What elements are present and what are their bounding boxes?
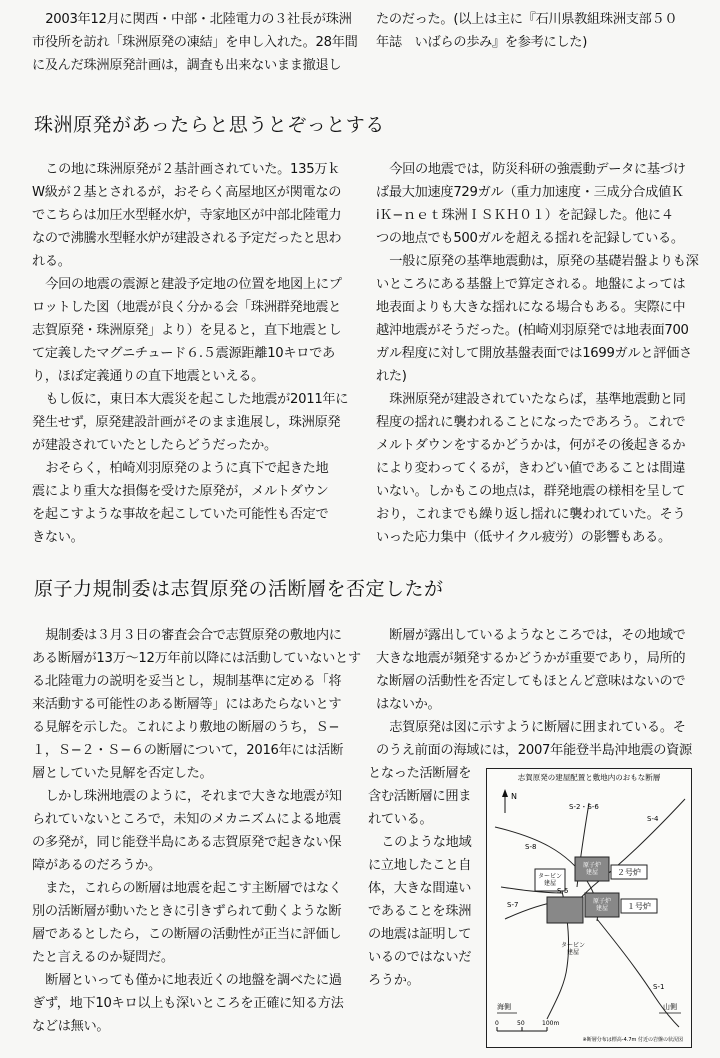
map-note: ※断層分布は標高-4.7m 付近の岩盤の状況図 (582, 1037, 683, 1043)
map-label-sea: 海側 (497, 1003, 511, 1011)
map-title: 志賀原発の建屋配置と敷地内のおもな断層 (517, 773, 661, 782)
section1-right-paragraph: 一般に原発の基準地震動は，原発の基礎岩盤よりも深 いところにある基盤上で算定される。地盤によっては 地表面よりも大きな揺れになる場合もある。実際に中 越沖地震がそうだった。(柏崎刈羽原発では地表面700 ガル程度に対して開放基盤表面では1699ガルと評価さ れた) (376, 254, 699, 384)
section2-right-narrow-column (368, 762, 484, 992)
scale-label-0: 0 (495, 1020, 499, 1027)
section1-left-paragraph: もし仮に，東日本大震災を起こした地震が2011年に 発生せず，原発建設計画がそのまま進展し，珠洲原発 が建設されていたとしたらどうだったか。 (32, 392, 349, 453)
fault-map-svg (487, 769, 691, 1047)
map-label-s5: S-5 (557, 887, 569, 895)
reactor-building-1-label: 原子炉建屋 (592, 898, 612, 912)
section1-left-column (32, 158, 362, 549)
section2-narrow-paragraph: このような地域 に立地したこと自 体，大きな間違い であることを珠洲 の地震は証明して いるのではないだ ろうか。 (368, 835, 472, 988)
reactor-building-2-label: 原子炉建屋 (582, 862, 602, 876)
section1-heading: 珠洲原発があったらと思うとぞっとする (34, 114, 385, 136)
turbine-building-2-label: タービン建屋 (537, 873, 563, 887)
section2-left-paragraph: 規制委は３月３日の審査会合で志賀原発の敷地内に ある断層が13万〜12万年前以降には活動していないとす る北陸電力の説明を妥当とし，規制基準に定める「将 来活動する可能性のある断層等」にはあたらないとす る見解を示した。これにより敷地の断層のうち，Ｓ− １，Ｓ−２・Ｓ−６の断層について，2016年には活断 層としていた見解を否定した。 (32, 628, 361, 781)
section1-left-paragraph: 今回の地震の震源と建設予定地の位置を地図上にプ ロットした図（地震が良く分かる会「珠洲群発地震と 志賀原発・珠洲原発」より）を見ると，直下地震とし て定義したマグニチュード６.５震源距離10キロであ り，ほぼ定義通りの直下地震といえる。 (32, 277, 342, 384)
section1-right-paragraph: 珠洲原発が建設されていたならば，基準地震動と同 程度の揺れに襲われることになったであろう。これで メルトダウンをするかどうかは，何がその後起きるか により変わってくるが，きわどい値であることは間違 いない。しかもこの地点は，群発地震の様相を呈して おり，これまでも繰り返し揺れに襲われていた。そう いった応力集中（低サイクル疲労）の影響もある。 (376, 392, 686, 545)
map-label-s7: S-7 (507, 901, 519, 909)
section1-right-paragraph: 今回の地震では，防災科研の強震動データに基づけ ば最大加速度729ガル（重力加速度・三成分合成値Ｋ iＫ−ｎｅｔ珠洲ＩＳＫＨ０１）を記録した。他に４ つの地点でも500ガルを超える揺れを記録している。 (376, 162, 686, 246)
section2-left-paragraph: また，これらの断層は地震を起こす主断層ではなく 別の活断層が動いたときに引きずられて動くような断 層であるとしたら，この断層の活動性が正当に評価し たと言えるのか疑問だ。 (32, 881, 342, 965)
section1-left-paragraph: おそらく，柏崎刈羽原発のように真下で起きた地 震により重大な損傷を受けた原発が，メルトダウン を起こすような事故を起こしていた可能性も否定で きない。 (32, 461, 329, 545)
scale-label-50: 50 (517, 1020, 525, 1027)
unit2-label: ２号炉 (617, 868, 641, 877)
section2-right-paragraph: 志賀原発は図に示すように断層に囲まれている。そ のうえ前面の海域には，2007年能登半島沖地震の資源 (376, 720, 692, 758)
section2-right-paragraph: 断層が露出しているようなところでは，その地域で 大きな地震が頻発するかどうかが重要であり，局所的 な断層の活動性を否定してもほとんど意味はないので はないか。 (376, 628, 686, 712)
map-label-s4: S-4 (647, 815, 659, 823)
section2-heading: 原子力規制委は志賀原発の活断層を否定したが (34, 578, 444, 600)
section2-left-paragraph: 断層といっても僅かに地表近くの地盤を調べたに過 ぎず，地下10キロ以上も深いところを正確に知る方法 などは無い。 (32, 973, 344, 1034)
section2-left-paragraph: しかし珠洲地震のように，それまで大きな地震が知 られていないところで，未知のメカニズムによる地震 の多発が，同じ能登半島にある志賀原発で起きない保 障があるのだろうか。 (32, 789, 342, 873)
section2-left-column (32, 624, 362, 1038)
fault-map-figure (486, 768, 692, 1048)
intro-right-paragraph: たのだった。(以上は主に『石川県教組珠洲支部５０ 年誌 いばらの歩み』を参考にした) (376, 12, 678, 50)
section1-left-paragraph: この地に珠洲原発が２基計画されていた。135万ｋ W級が２基とされるが，おそらく高屋地区が関電なの でこちらは加圧水型軽水炉，寺家地区が中部北陸電力 なので沸騰水型軽水炉が建設される予定だったと思わ れる。 (32, 162, 342, 269)
turbine-building-1-label: タービン建屋 (560, 942, 586, 956)
map-north-label: N (511, 792, 517, 801)
scale-label-100: 100m (542, 1020, 560, 1027)
section1-right-column (376, 158, 708, 549)
turbine-building-1 (547, 897, 583, 923)
map-label-s26: S-2・S-6 (569, 803, 599, 811)
intro-left-text (32, 8, 362, 77)
north-arrow-head-icon (502, 789, 508, 797)
section2-right-column (376, 624, 708, 762)
map-label-s1: S-1 (653, 983, 665, 991)
intro-right-text (376, 8, 706, 54)
unit1-label: １号炉 (627, 902, 651, 911)
map-label-s8: S-8 (525, 843, 537, 851)
map-label-mountain: 山側 (663, 1003, 677, 1011)
intro-left-paragraph: 2003年12月に関西・中部・北陸電力の３社長が珠洲 市役所を訪れ「珠洲原発の凍結」を申し入れた。28年間 に及んだ珠洲原発計画は，調査も出来ないまま撤退し (32, 12, 358, 73)
section2-narrow-paragraph: となった活断層を 含む活断層に囲ま れている。 (368, 766, 472, 827)
